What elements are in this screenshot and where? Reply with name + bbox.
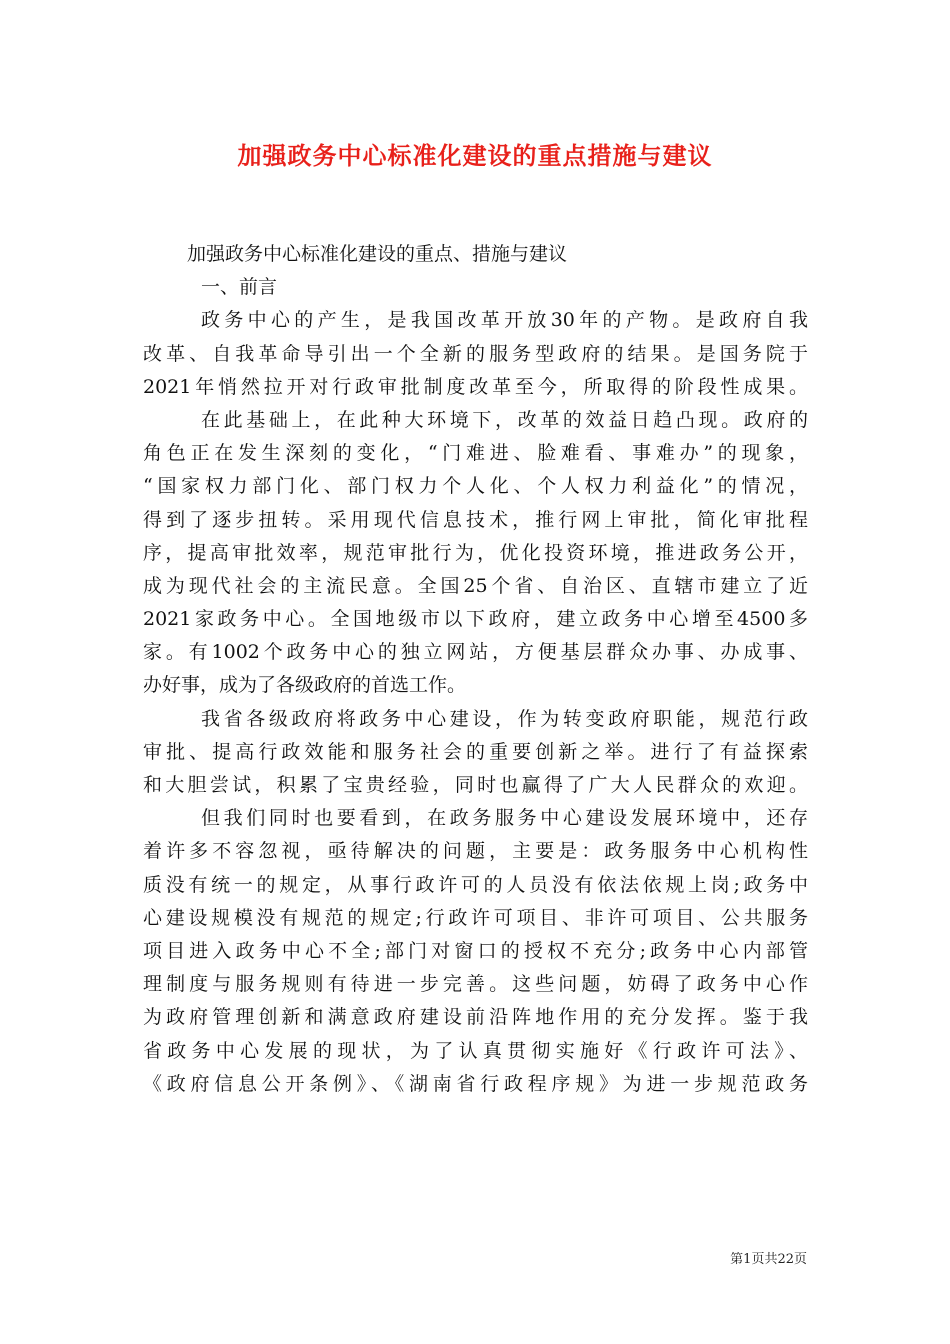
text-line: 办好事，成为了各级政府的首选工作。 [143, 674, 467, 697]
text-line: 序，提高审批效率，规范审批行为，优化投资环境，推进政务公开， [143, 541, 808, 564]
page-number: 第1页共22页 [730, 1252, 807, 1267]
text-line: “国家权力部门化、部门权力个人化、个人权力利益化”的情况， [143, 475, 808, 498]
text-line: 心建设规模没有规范的规定;行政许可项目、非许可项目、公共服务 [143, 906, 808, 929]
text-line: 家。有1002个政务中心的独立网站，方便基层群众办事、办成事、 [143, 641, 808, 664]
text-line: 政务中心的产生，是我国改革开放30年的产物。是政府自我 [201, 309, 808, 332]
text-line: 着许多不容忽视，亟待解决的问题，主要是：政务服务中心机构性 [143, 840, 808, 863]
text-line: 和大胆尝试，积累了宝贵经验，同时也赢得了广大人民群众的欢迎。 [143, 774, 808, 796]
text-line: 质没有统一的规定，从事行政许可的人员没有依法依规上岗;政务中 [143, 873, 808, 896]
text-line: 2021年悄然拉开对行政审批制度改革至今，所取得的阶段性成果。 [143, 375, 808, 398]
page-title: 加强政务中心标准化建设的重点措施与建议 [237, 141, 713, 170]
text-line: 省政务中心发展的现状，为了认真贯彻实施好《行政许可法》、 [143, 1039, 808, 1062]
text-line: 一、前言 [201, 276, 278, 299]
text-line: 为政府管理创新和满意政府建设前沿阵地作用的充分发挥。鉴于我 [143, 1006, 808, 1029]
text-line: 审批、提高行政效能和服务社会的重要创新之举。进行了有益探索 [143, 740, 808, 763]
text-line: 但我们同时也要看到，在政务服务中心建设发展环境中，还存 [201, 807, 808, 830]
text-line: 项目进入政务中心不全;部门对窗口的授权不充分;政务中心内部管 [143, 939, 808, 962]
text-line: 理制度与服务规则有待进一步完善。这些问题，妨碍了政务中心作 [143, 973, 808, 996]
document-body [143, 238, 808, 1101]
text-line: 在此基础上，在此种大环境下，改革的效益日趋凸现。政府的 [201, 408, 808, 431]
text-line: 角色正在发生深刻的变化，“门难进、脸难看、事难办”的现象， [143, 442, 808, 465]
text-line: 我省各级政府将政务中心建设，作为转变政府职能，规范行政 [201, 707, 808, 730]
text-line: 2021家政务中心。全国地级市以下政府，建立政务中心增至4500多 [143, 608, 808, 631]
text-line: 得到了逐步扭转。采用现代信息技术，推行网上审批，简化审批程 [143, 508, 808, 531]
text-line: 加强政务中心标准化建设的重点、措施与建议 [187, 243, 568, 265]
text-line: 成为现代社会的主流民意。全国25个省、自治区、直辖市建立了近 [143, 574, 808, 597]
text-line: 改革、自我革命导引出一个全新的服务型政府的结果。是国务院于 [143, 342, 808, 365]
text-line: 《政府信息公开条例》、《湖南省行政程序规》为进一步规范政务 [143, 1072, 808, 1095]
